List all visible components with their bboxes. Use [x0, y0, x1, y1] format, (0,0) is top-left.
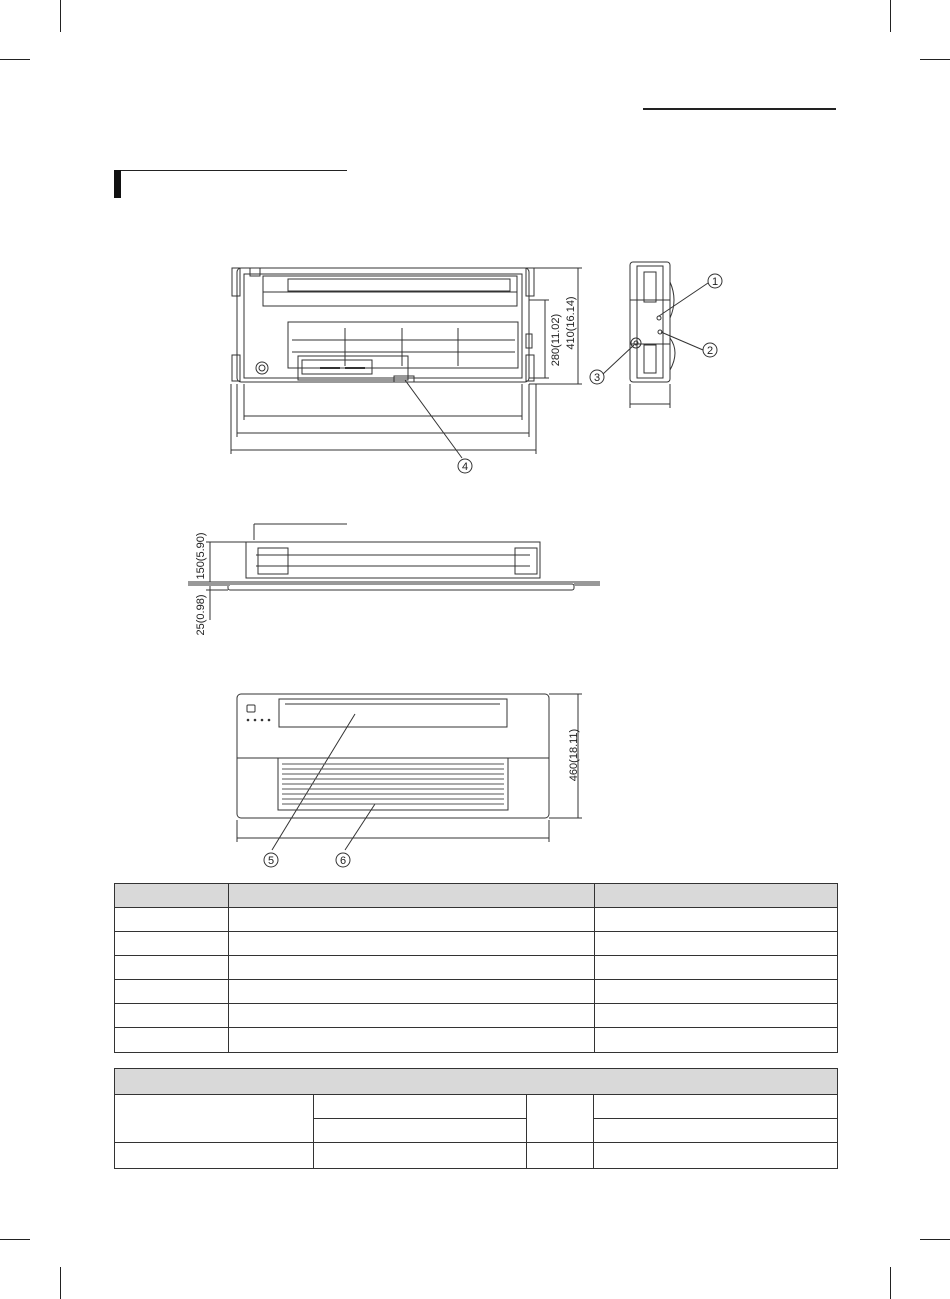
table-cell [229, 1028, 595, 1053]
table-cell [595, 932, 838, 956]
callout-circles [264, 274, 722, 867]
panel-grille [282, 764, 504, 804]
table-cell [594, 1119, 838, 1143]
table-cell [594, 1143, 838, 1169]
table-cell [115, 956, 229, 980]
table-row [115, 932, 838, 956]
table-cell [595, 980, 838, 1004]
table-cell [229, 908, 595, 932]
parts-header-no [115, 884, 229, 908]
front-view-drawing [188, 524, 600, 620]
parts-header-name [229, 884, 595, 908]
top-view-drawing [231, 268, 582, 458]
table-cell [314, 1143, 527, 1169]
table-row [115, 1095, 838, 1119]
parts-table [114, 883, 838, 1053]
table-row [115, 1028, 838, 1053]
side-view-drawing [603, 262, 708, 408]
crop-mark-bottom-left-v [60, 1267, 61, 1299]
table-cell [229, 956, 595, 980]
dim-front-panel-offset: 25(0.98) [195, 594, 207, 636]
dim-side-outer: 410(16.14) [565, 296, 577, 350]
table-cell [229, 980, 595, 1004]
crop-mark-bottom-right-h [920, 1239, 950, 1240]
callout-3: 3 [593, 372, 601, 384]
callout-6: 6 [339, 855, 347, 867]
table-cell [115, 980, 229, 1004]
spec-table-title [115, 1069, 838, 1095]
table-cell [115, 1143, 314, 1169]
table-cell [595, 1004, 838, 1028]
spec-table [114, 1068, 838, 1169]
callout-5: 5 [267, 855, 275, 867]
dim-panel-height: 460(18.11) [568, 728, 580, 782]
table-cell [115, 1095, 314, 1143]
callout-4: 4 [461, 461, 469, 473]
table-cell [594, 1095, 838, 1119]
table-cell [115, 1028, 229, 1053]
panel-indicator-dots [247, 719, 271, 722]
table-row [115, 1143, 838, 1169]
ceiling-left [188, 582, 230, 586]
dim-front-height: 150(5.90) [195, 532, 207, 580]
crop-mark-bottom-left-h [0, 1239, 30, 1240]
panel-view-drawing [237, 694, 582, 850]
table-cell [115, 932, 229, 956]
table-row [115, 1004, 838, 1028]
table-cell [595, 956, 838, 980]
table-row [115, 980, 838, 1004]
table-cell [595, 1028, 838, 1053]
callout-2: 2 [706, 345, 714, 357]
table-cell [115, 1004, 229, 1028]
table-cell [229, 932, 595, 956]
callout-1: 1 [711, 276, 719, 288]
dim-side-inner: 280(11.02) [550, 313, 562, 367]
table-cell [314, 1095, 527, 1119]
table-cell [314, 1119, 527, 1143]
ceiling-right [574, 582, 600, 586]
crop-mark-bottom-right-v [890, 1267, 891, 1299]
parts-header-remark [595, 884, 838, 908]
table-cell [527, 1143, 594, 1169]
table-row [115, 908, 838, 932]
table-cell [595, 908, 838, 932]
table-cell [527, 1095, 594, 1143]
table-row [115, 956, 838, 980]
table-cell [115, 908, 229, 932]
table-cell [229, 1004, 595, 1028]
